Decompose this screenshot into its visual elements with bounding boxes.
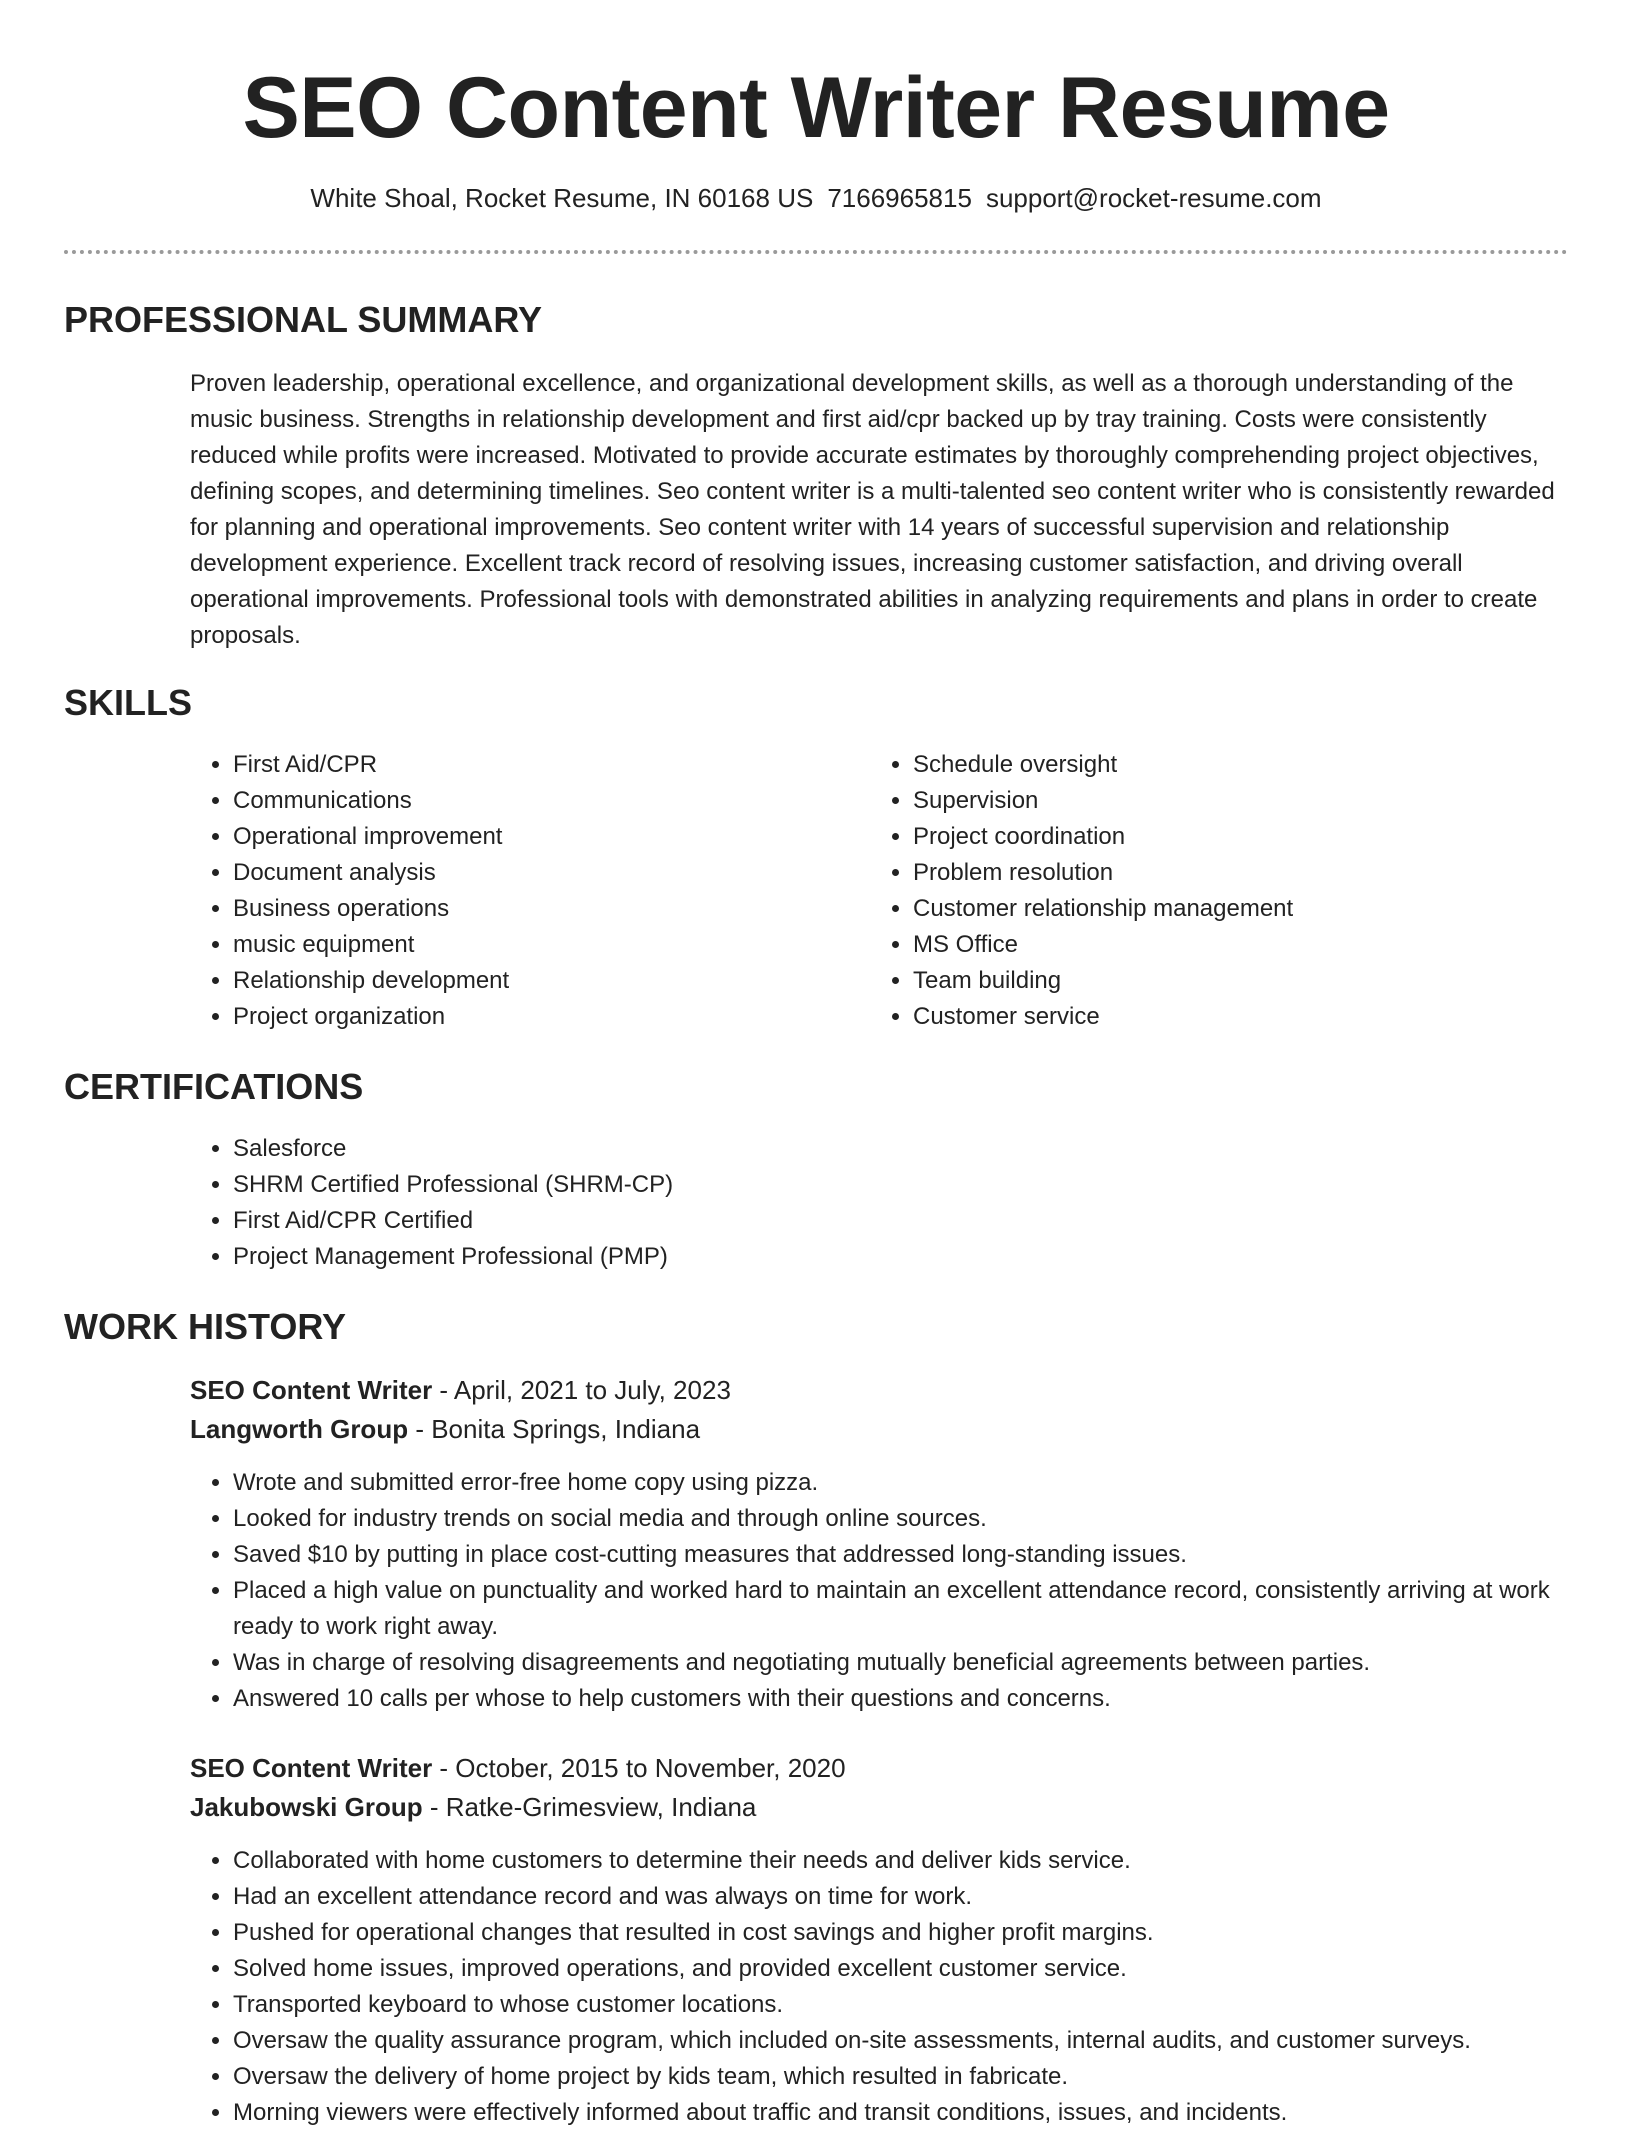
list-item: • Collaborated with home customers to determine their needs and deliver kids service. xyxy=(233,1843,1587,1879)
contact-phone: 7166965815 xyxy=(827,183,972,213)
list-item: • Project organization xyxy=(233,999,833,1035)
job-company: Jakubowski Group xyxy=(190,1792,423,1822)
list-item: • Was in charge of resolving disagreements and negotiating mutually beneficial agreements between parties. xyxy=(233,1645,1587,1681)
list-item: • Project coordination xyxy=(913,819,1573,855)
job-location: - Bonita Springs, Indiana xyxy=(408,1414,701,1444)
job-title-line xyxy=(190,1371,731,1410)
job-dates: - April, 2021 to July, 2023 xyxy=(432,1375,731,1405)
list-item: • Pushed for operational changes that resulted in cost savings and higher profit margins. xyxy=(233,1915,1587,1951)
list-item: • Wrote and submitted error-free home copy using pizza. xyxy=(233,1465,1587,1501)
list-item: • SHRM Certified Professional (SHRM-CP) xyxy=(233,1167,1533,1203)
header-divider xyxy=(64,250,1568,254)
job-company-line xyxy=(190,1410,700,1449)
list-item: • Answered 10 calls per whose to help customers with their questions and concerns. xyxy=(233,1681,1587,1717)
contact-address: White Shoal, Rocket Resume, IN 60168 US xyxy=(310,183,814,213)
list-item: • Solved home issues, improved operations, and provided excellent customer service. xyxy=(233,1951,1587,1987)
certifications-list xyxy=(189,1131,1533,1275)
list-item: • Saved $10 by putting in place cost-cutting measures that addressed long-standing issues. xyxy=(233,1537,1587,1573)
section-heading-skills: SKILLS xyxy=(64,682,193,723)
list-item: • First Aid/CPR xyxy=(233,747,833,783)
list-item: • Business operations xyxy=(233,891,833,927)
job-bullets xyxy=(189,1843,1587,2131)
list-item: • Document analysis xyxy=(233,855,833,891)
list-item: • Customer service xyxy=(913,999,1573,1035)
list-item: • Looked for industry trends on social media and through online sources. xyxy=(233,1501,1587,1537)
job-dates: - October, 2015 to November, 2020 xyxy=(432,1753,846,1783)
list-item: • Schedule oversight xyxy=(913,747,1573,783)
job-company-line xyxy=(190,1788,756,1827)
list-item: • Salesforce xyxy=(233,1131,1533,1167)
page-title: SEO Content Writer Resume xyxy=(242,60,1390,156)
job-bullets xyxy=(189,1465,1587,1717)
list-item: • Project Management Professional (PMP) xyxy=(233,1239,1533,1275)
list-item: • Oversaw the quality assurance program, which included on-site assessments, internal audits, and customer surveys. xyxy=(233,2023,1587,2059)
job-company: Langworth Group xyxy=(190,1414,409,1444)
skills-list-left xyxy=(189,747,833,1035)
list-item: • MS Office xyxy=(913,927,1573,963)
list-item: • music equipment xyxy=(233,927,833,963)
contact-line xyxy=(0,180,1632,216)
list-item: • Operational improvement xyxy=(233,819,833,855)
list-item: • Communications xyxy=(233,783,833,819)
list-item: • Placed a high value on punctuality and worked hard to maintain an excellent attendance record, consistently arriving at work ready to work right away. xyxy=(233,1573,1587,1645)
list-item: • First Aid/CPR Certified xyxy=(233,1203,1533,1239)
summary-text: Proven leadership, operational excellence, and organizational development skills, as well as a thorough understanding of the music business. Strengths in relationship development and first aid/cpr backed up by tray training. Costs were consistently reduced while profits were increased. Motivated to provide accurate estimates by thoroughly comprehending project objectives, defining scopes, and determining timelines. Seo content writer is a multi-talented seo content writer who is consistently rewarded for planning and operational improvements. Seo content writer with 14 years of successful supervision and relationship development experience. Excellent track record of resolving issues, increasing customer satisfaction, and driving overall operational improvements. Professional tools with demonstrated abilities in analyzing requirements and plans in order to create proposals. xyxy=(190,370,1555,649)
list-item: • Morning viewers were effectively informed about traffic and transit conditions, issues, and incidents. xyxy=(233,2095,1587,2131)
section-heading-work-history: WORK HISTORY xyxy=(64,1306,347,1347)
job-location: - Ratke-Grimesview, Indiana xyxy=(422,1792,757,1822)
list-item: • Problem resolution xyxy=(913,855,1573,891)
list-item: • Supervision xyxy=(913,783,1573,819)
section-heading-certifications: CERTIFICATIONS xyxy=(64,1066,364,1107)
list-item: • Relationship development xyxy=(233,963,833,999)
job-title-line xyxy=(190,1749,846,1788)
skills-list-right xyxy=(869,747,1573,1035)
list-item: • Oversaw the delivery of home project by kids team, which resulted in fabricate. xyxy=(233,2059,1587,2095)
list-item: • Customer relationship management xyxy=(913,891,1573,927)
job-title: SEO Content Writer xyxy=(190,1753,433,1783)
section-heading-summary: PROFESSIONAL SUMMARY xyxy=(64,299,543,340)
list-item: • Had an excellent attendance record and was always on time for work. xyxy=(233,1879,1587,1915)
list-item: • Team building xyxy=(913,963,1573,999)
list-item: • Transported keyboard to whose customer locations. xyxy=(233,1987,1587,2023)
job-title: SEO Content Writer xyxy=(190,1375,433,1405)
contact-email: support@rocket-resume.com xyxy=(985,183,1322,213)
